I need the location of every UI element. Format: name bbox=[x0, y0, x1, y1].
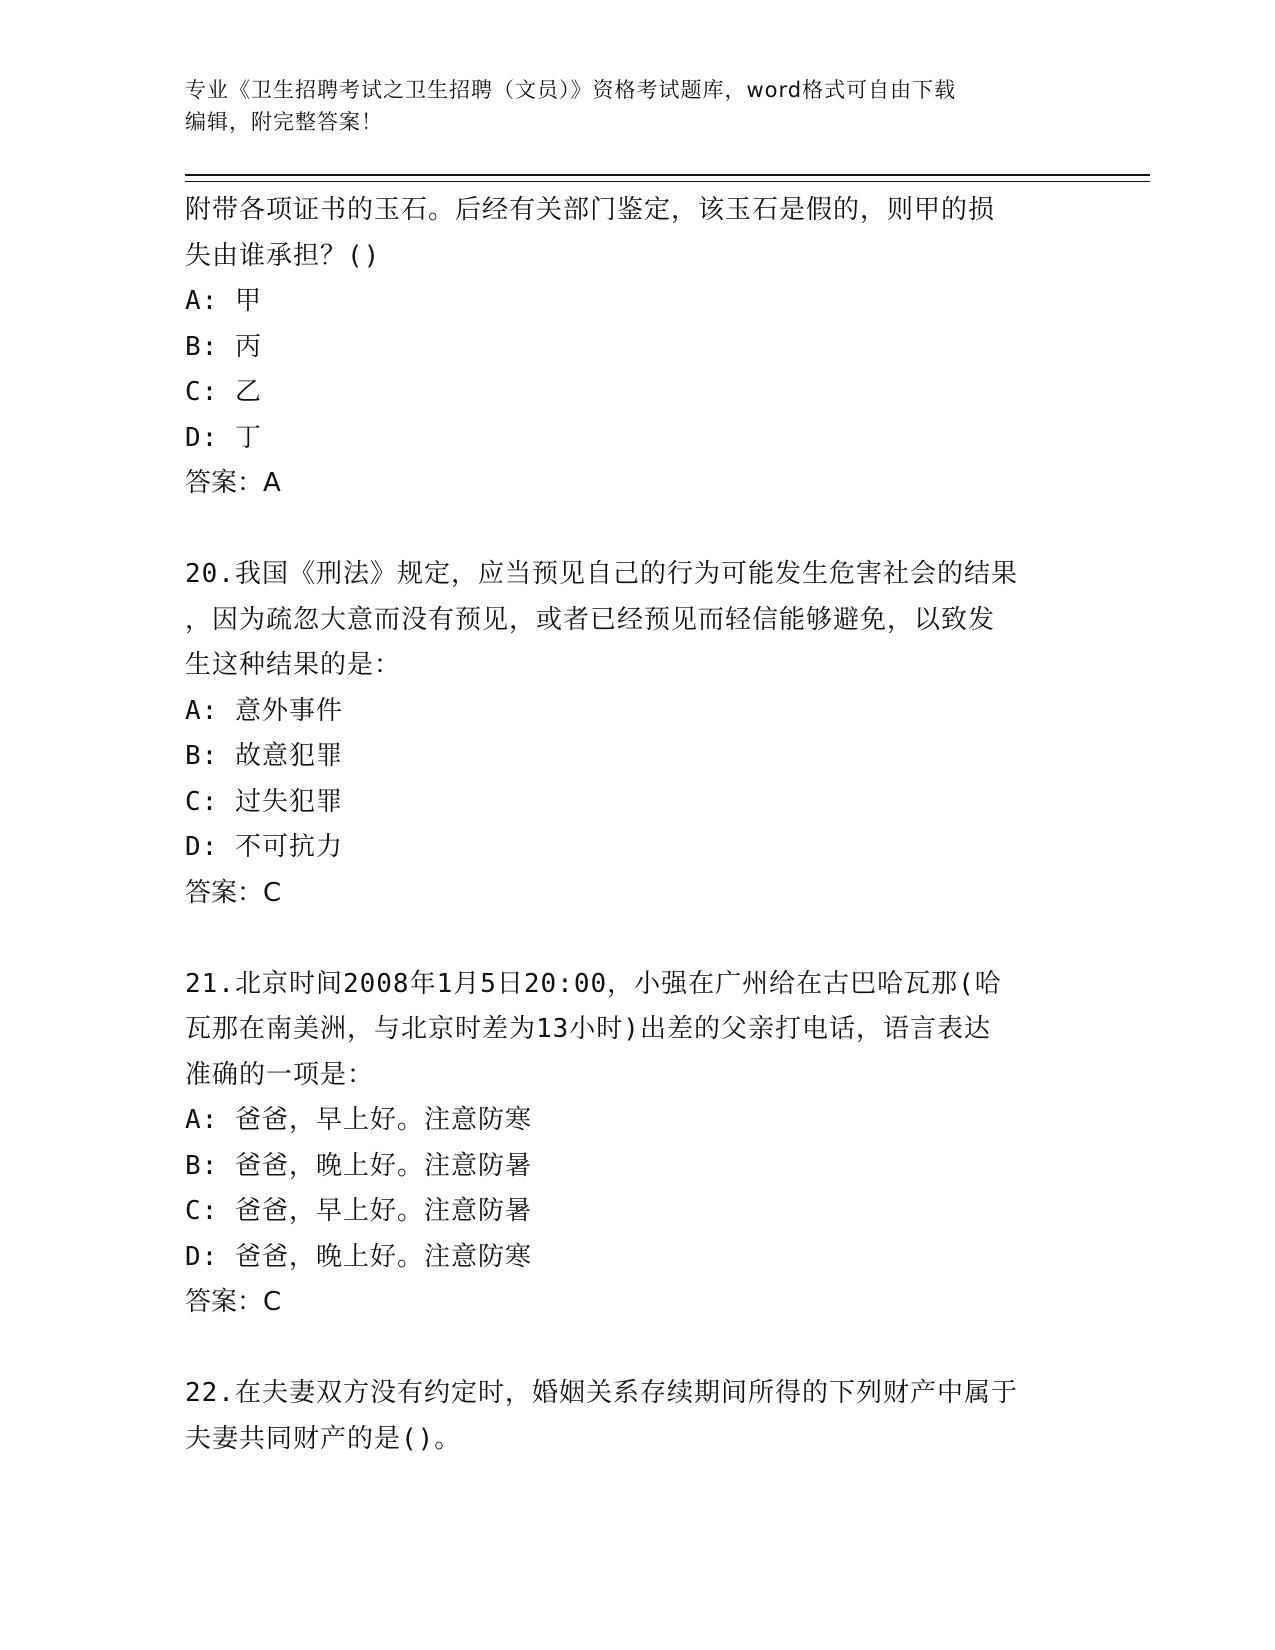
answer-line: 答案：A bbox=[185, 468, 281, 498]
question-text-line: 附带各项证书的玉石。后经有关部门鉴定，该玉石是假的，则甲的损 bbox=[185, 195, 996, 225]
spacer bbox=[185, 916, 1085, 962]
option-a: A: 意外事件 bbox=[185, 695, 343, 726]
option-a: A: 爸爸，早上好。注意防寒 bbox=[185, 1105, 532, 1135]
question-text-line: 20.我国《刑法》规定，应当预见自己的行为可能发生危害社会的结果 bbox=[185, 559, 1018, 589]
option-d: D: 不可抗力 bbox=[185, 832, 343, 862]
option-d: D: 丁 bbox=[185, 422, 262, 453]
question-text-line: ，因为疏忽大意而没有预见，或者已经预见而轻信能够避免，以致发 bbox=[185, 604, 996, 635]
option-c: C: 爸爸，早上好。注意防暑 bbox=[185, 1196, 532, 1226]
question-content bbox=[185, 188, 1085, 1462]
question-text-line: 瓦那在南美洲，与北京时差为13小时)出差的父亲打电话，语言表达 bbox=[185, 1014, 991, 1044]
header-divider-thick bbox=[185, 174, 1150, 176]
option-b: B: 故意犯罪 bbox=[185, 741, 343, 771]
question-22 bbox=[185, 1371, 1085, 1462]
question-text-line: 22.在夫妻双方没有约定时，婚姻关系存续期间所得的下列财产中属于 bbox=[185, 1378, 1018, 1408]
header-line-2: 编辑，附完整答案！ bbox=[185, 110, 383, 134]
question-21 bbox=[185, 962, 1085, 1326]
question-text-line: 21.北京时间2008年1月5日20:00，小强在广州给在古巴哈瓦那(哈 bbox=[185, 968, 1002, 999]
question-text-line: 失由谁承担？() bbox=[185, 240, 381, 271]
header-divider-thin bbox=[185, 181, 1150, 182]
spacer bbox=[185, 507, 1085, 553]
question-text-line: 夫妻共同财产的是()。 bbox=[185, 1423, 462, 1454]
option-d: D: 爸爸，晚上好。注意防寒 bbox=[185, 1241, 532, 1272]
question-text-line: 准确的一项是： bbox=[185, 1059, 375, 1090]
option-b: B: 丙 bbox=[185, 331, 262, 362]
answer-line: 答案：C bbox=[185, 1287, 282, 1317]
answer-line: 答案：C bbox=[185, 877, 282, 908]
option-c: C: 乙 bbox=[185, 377, 262, 407]
spacer bbox=[185, 1326, 1085, 1372]
question-20 bbox=[185, 552, 1085, 916]
option-a: A: 甲 bbox=[185, 286, 262, 316]
question-19-tail bbox=[185, 188, 1085, 507]
question-text-line: 生这种结果的是： bbox=[185, 650, 402, 680]
option-b: B: 爸爸，晚上好。注意防暑 bbox=[185, 1150, 532, 1181]
header-line-1: 专业《卫生招聘考试之卫生招聘（文员）》资格考试题库，word格式可自由下载 bbox=[185, 78, 957, 102]
document-header bbox=[185, 74, 1065, 138]
option-c: C: 过失犯罪 bbox=[185, 786, 343, 817]
